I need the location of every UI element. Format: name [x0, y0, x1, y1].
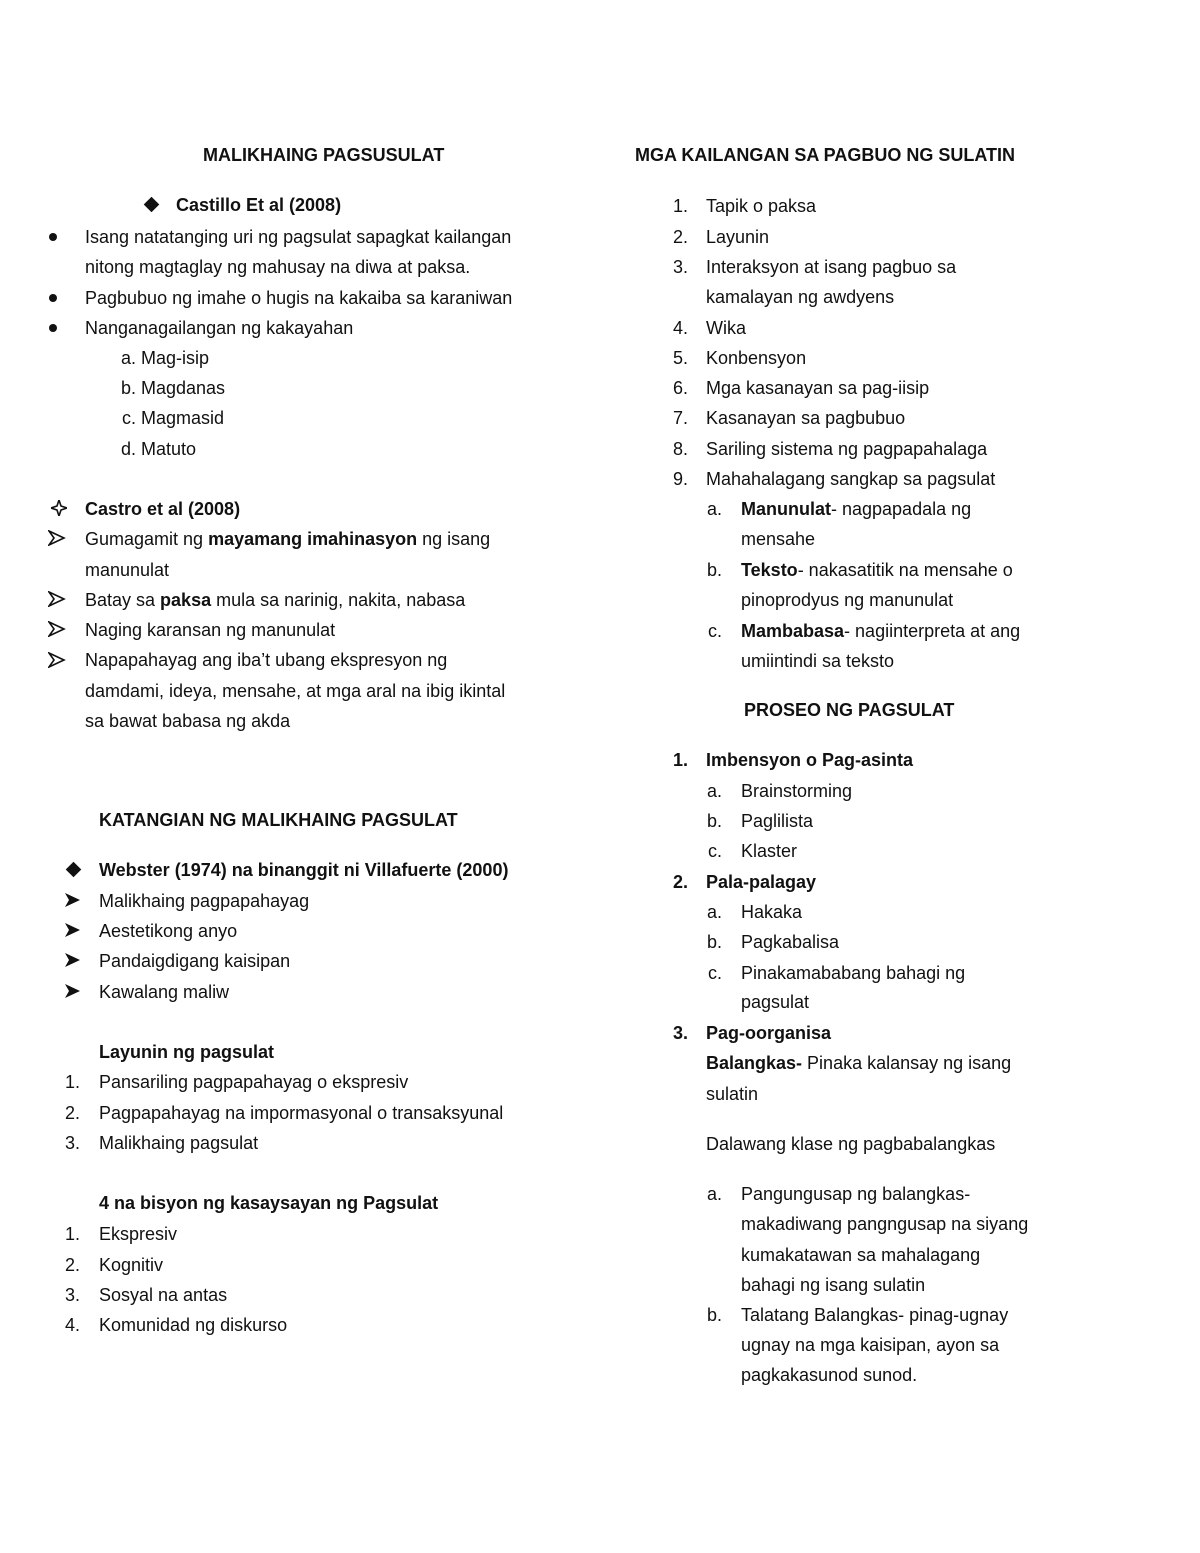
- list-item: Matuto: [141, 439, 197, 459]
- list-marker: 3.: [64, 1133, 80, 1153]
- list-marker: 9.: [672, 469, 688, 489]
- list-item: Mag-isip: [141, 348, 210, 368]
- castro-item-1-pre: Gumagamit ng: [85, 529, 209, 549]
- sangkap-mambabasa: [741, 620, 1020, 642]
- list-marker: c.: [707, 841, 722, 861]
- list-item: Pagkabalisa: [741, 932, 840, 952]
- arrow-bullet-icon: [64, 952, 81, 968]
- list-marker: d.: [120, 439, 136, 459]
- castillo-bullet-3: Nanganagailangan ng kakayahan: [85, 318, 354, 338]
- castillo-heading: Castillo Et al (2008): [176, 195, 342, 215]
- arrow-bullet-icon: [64, 983, 81, 999]
- diamond-bullet-icon: [144, 197, 160, 213]
- castro-item-1: [85, 528, 490, 550]
- list-item: Pansariling pagpapahayag o ekspresiv: [99, 1072, 409, 1092]
- sangkap-desc: - nagpapadala ng: [831, 499, 972, 519]
- list-item: Konbensyon: [706, 348, 807, 368]
- sangkap-cont: mensahe: [741, 529, 816, 549]
- list-marker: 2.: [672, 872, 688, 892]
- list-marker: b.: [120, 378, 136, 398]
- list-item: Interaksyon at isang pagbuo sa: [706, 257, 957, 277]
- sangkap-desc: - nakasatitik na mensahe o: [797, 560, 1013, 580]
- castro-item-2-pre: Batay sa: [85, 590, 161, 610]
- list-marker: 3.: [672, 1023, 688, 1043]
- proseso-step-1: Imbensyon o Pag-asinta: [706, 750, 914, 770]
- castro-item-3: Naging karansan ng manunulat: [85, 620, 336, 640]
- castro-item-1-post: ng isang: [417, 529, 491, 549]
- bullet-icon: [49, 324, 57, 332]
- klase-a-line-3: kumakatawan sa mahalagang: [741, 1245, 981, 1265]
- bullet-icon: [49, 294, 57, 302]
- proseso-step-2: Pala-palagay: [706, 872, 817, 892]
- katangian-item: Pandaigdigang kaisipan: [99, 951, 291, 971]
- list-marker: b.: [706, 560, 722, 580]
- castro-heading: Castro et al (2008): [85, 499, 241, 519]
- arrow-bullet-icon: [64, 922, 81, 938]
- list-item: Komunidad ng diskurso: [99, 1315, 288, 1335]
- katangian-item: Aestetikong anyo: [99, 921, 238, 941]
- arrow-bullet-icon: [48, 621, 66, 637]
- list-marker: 2.: [64, 1255, 80, 1275]
- arrow-bullet-icon: [48, 652, 66, 668]
- list-item: Pinakamababang bahagi ng: [741, 963, 966, 983]
- layunin-heading: Layunin ng pagsulat: [99, 1042, 275, 1062]
- list-marker: 6.: [672, 378, 688, 398]
- sangkap-cont: pinoprodyus ng manunulat: [741, 590, 954, 610]
- katangian-item: Malikhaing pagpapahayag: [99, 891, 310, 911]
- section-title-proseso: PROSEO NG PAGSULAT: [744, 700, 955, 720]
- list-marker: 7.: [672, 408, 688, 428]
- list-item: Wika: [706, 318, 746, 338]
- list-item: Layunin: [706, 227, 770, 247]
- list-marker: c.: [707, 621, 722, 641]
- list-item: Klaster: [741, 841, 798, 861]
- list-item: Kasanayan sa pagbubuo: [706, 408, 906, 428]
- castillo-bullet-2: Pagbubuo ng imahe o hugis na kakaiba sa karaniwan: [85, 288, 513, 308]
- list-marker: a.: [706, 1184, 722, 1204]
- sangkap-term: Teksto: [741, 560, 798, 580]
- list-item-cont: kamalayan ng awdyens: [706, 287, 895, 307]
- list-item: Paglilista: [741, 811, 814, 831]
- bisyon-heading: 4 na bisyon ng kasaysayan ng Pagsulat: [99, 1193, 439, 1213]
- list-item-cont: pagsulat: [741, 992, 810, 1012]
- list-marker: 4.: [64, 1315, 80, 1335]
- castro-item-1-bold: mayamang imahinasyon: [208, 529, 418, 549]
- list-item: Magdanas: [141, 378, 226, 398]
- list-item: Sosyal na antas: [99, 1285, 228, 1305]
- list-marker: 1.: [64, 1224, 80, 1244]
- list-marker: 4.: [672, 318, 688, 338]
- list-marker: a.: [706, 781, 722, 801]
- castro-item-1-cont: manunulat: [85, 560, 170, 580]
- sangkap-desc: - nagiinterpreta at ang: [844, 621, 1021, 641]
- list-marker: c.: [121, 408, 136, 428]
- list-marker: 3.: [672, 257, 688, 277]
- klase-b-line-1: Talatang Balangkas- pinag-ugnay: [741, 1305, 1009, 1325]
- four-point-star-icon: [51, 500, 67, 516]
- list-item: Mga kasanayan sa pag-iisip: [706, 378, 930, 398]
- balangkas-cont: sulatin: [706, 1084, 759, 1104]
- list-marker: 1.: [672, 196, 688, 216]
- castro-item-4-line-1: Napapahayag ang iba’t ubang ekspresyon ng: [85, 650, 448, 670]
- balangkas-desc: Pinaka kalansay ng isang: [802, 1053, 1012, 1073]
- list-item: Sariling sistema ng pagpapahalaga: [706, 439, 988, 459]
- list-marker: 8.: [672, 439, 688, 459]
- klase-a-line-2: makadiwang pangngusap na siyang: [741, 1214, 1029, 1234]
- balangkas-definition: [706, 1052, 1011, 1074]
- list-item: Tapik o paksa: [706, 196, 817, 216]
- castro-item-4-line-2: damdami, ideya, mensahe, at mga aral na ibig ikintal: [85, 681, 506, 701]
- sangkap-term: Mambabasa: [741, 621, 845, 641]
- arrow-bullet-icon: [48, 530, 66, 546]
- list-marker: b.: [706, 1305, 722, 1325]
- list-marker: a.: [120, 348, 136, 368]
- list-item: Brainstorming: [741, 781, 853, 801]
- castillo-bullet-1-line-1: Isang natatanging uri ng pagsulat sapagkat kailangan: [85, 227, 512, 247]
- klase-a-line-4: bahagi ng isang sulatin: [741, 1275, 926, 1295]
- section-title-katangian: KATANGIAN NG MALIKHAING PAGSULAT: [99, 810, 458, 830]
- castro-item-2-bold: paksa: [160, 590, 212, 610]
- klase-b-line-2: ugnay na mga kaisipan, ayon sa: [741, 1335, 1000, 1355]
- list-marker: a.: [706, 499, 722, 519]
- castro-item-4-line-3: sa bawat babasa ng akda: [85, 711, 291, 731]
- sangkap-teksto: [741, 559, 1013, 581]
- list-item: Hakaka: [741, 902, 803, 922]
- katangian-item: Kawalang maliw: [99, 982, 230, 1002]
- list-marker: 5.: [672, 348, 688, 368]
- sangkap-term: Manunulat: [741, 499, 831, 519]
- sangkap-manunulat: [741, 498, 971, 520]
- section-title-mga-kailangan: MGA KAILANGAN SA PAGBUO NG SULATIN: [635, 145, 1015, 165]
- list-marker: a.: [706, 902, 722, 922]
- list-marker: 1.: [64, 1072, 80, 1092]
- castillo-bullet-1-line-2: nitong magtaglay ng mahusay na diwa at paksa.: [85, 257, 471, 277]
- list-marker: 3.: [64, 1285, 80, 1305]
- list-item: Mahahalagang sangkap sa pagsulat: [706, 469, 996, 489]
- arrow-bullet-icon: [48, 591, 66, 607]
- list-marker: b.: [706, 932, 722, 952]
- arrow-bullet-icon: [64, 892, 81, 908]
- list-marker: c.: [707, 963, 722, 983]
- castro-item-2: [85, 589, 465, 611]
- balangkas-term: Balangkas-: [706, 1053, 803, 1073]
- sangkap-cont: umiintindi sa teksto: [741, 651, 895, 671]
- dalawang-klase: Dalawang klase ng pagbabalangkas: [706, 1134, 996, 1154]
- list-item: Ekspresiv: [99, 1224, 178, 1244]
- diamond-bullet-icon: [66, 862, 82, 878]
- list-marker: 2.: [672, 227, 688, 247]
- list-item: Magmasid: [141, 408, 225, 428]
- proseso-step-3: Pag-oorganisa: [706, 1023, 832, 1043]
- klase-b-line-3: pagkakasunod sunod.: [741, 1365, 918, 1385]
- klase-a-line-1: Pangungusap ng balangkas-: [741, 1184, 971, 1204]
- bullet-icon: [49, 233, 57, 241]
- section-title-malikhaing-pagsusulat: MALIKHAING PAGSUSULAT: [203, 145, 445, 165]
- list-marker: 1.: [672, 750, 688, 770]
- list-item: Kognitiv: [99, 1255, 164, 1275]
- webster-heading: Webster (1974) na binanggit ni Villafuerte (2000): [99, 860, 509, 880]
- list-marker: 2.: [64, 1103, 80, 1123]
- castro-item-2-post: mula sa narinig, nakita, nabasa: [211, 590, 466, 610]
- list-item: Pagpapahayag na impormasyonal o transaksyunal: [99, 1103, 504, 1123]
- list-item: Malikhaing pagsulat: [99, 1133, 259, 1153]
- list-marker: b.: [706, 811, 722, 831]
